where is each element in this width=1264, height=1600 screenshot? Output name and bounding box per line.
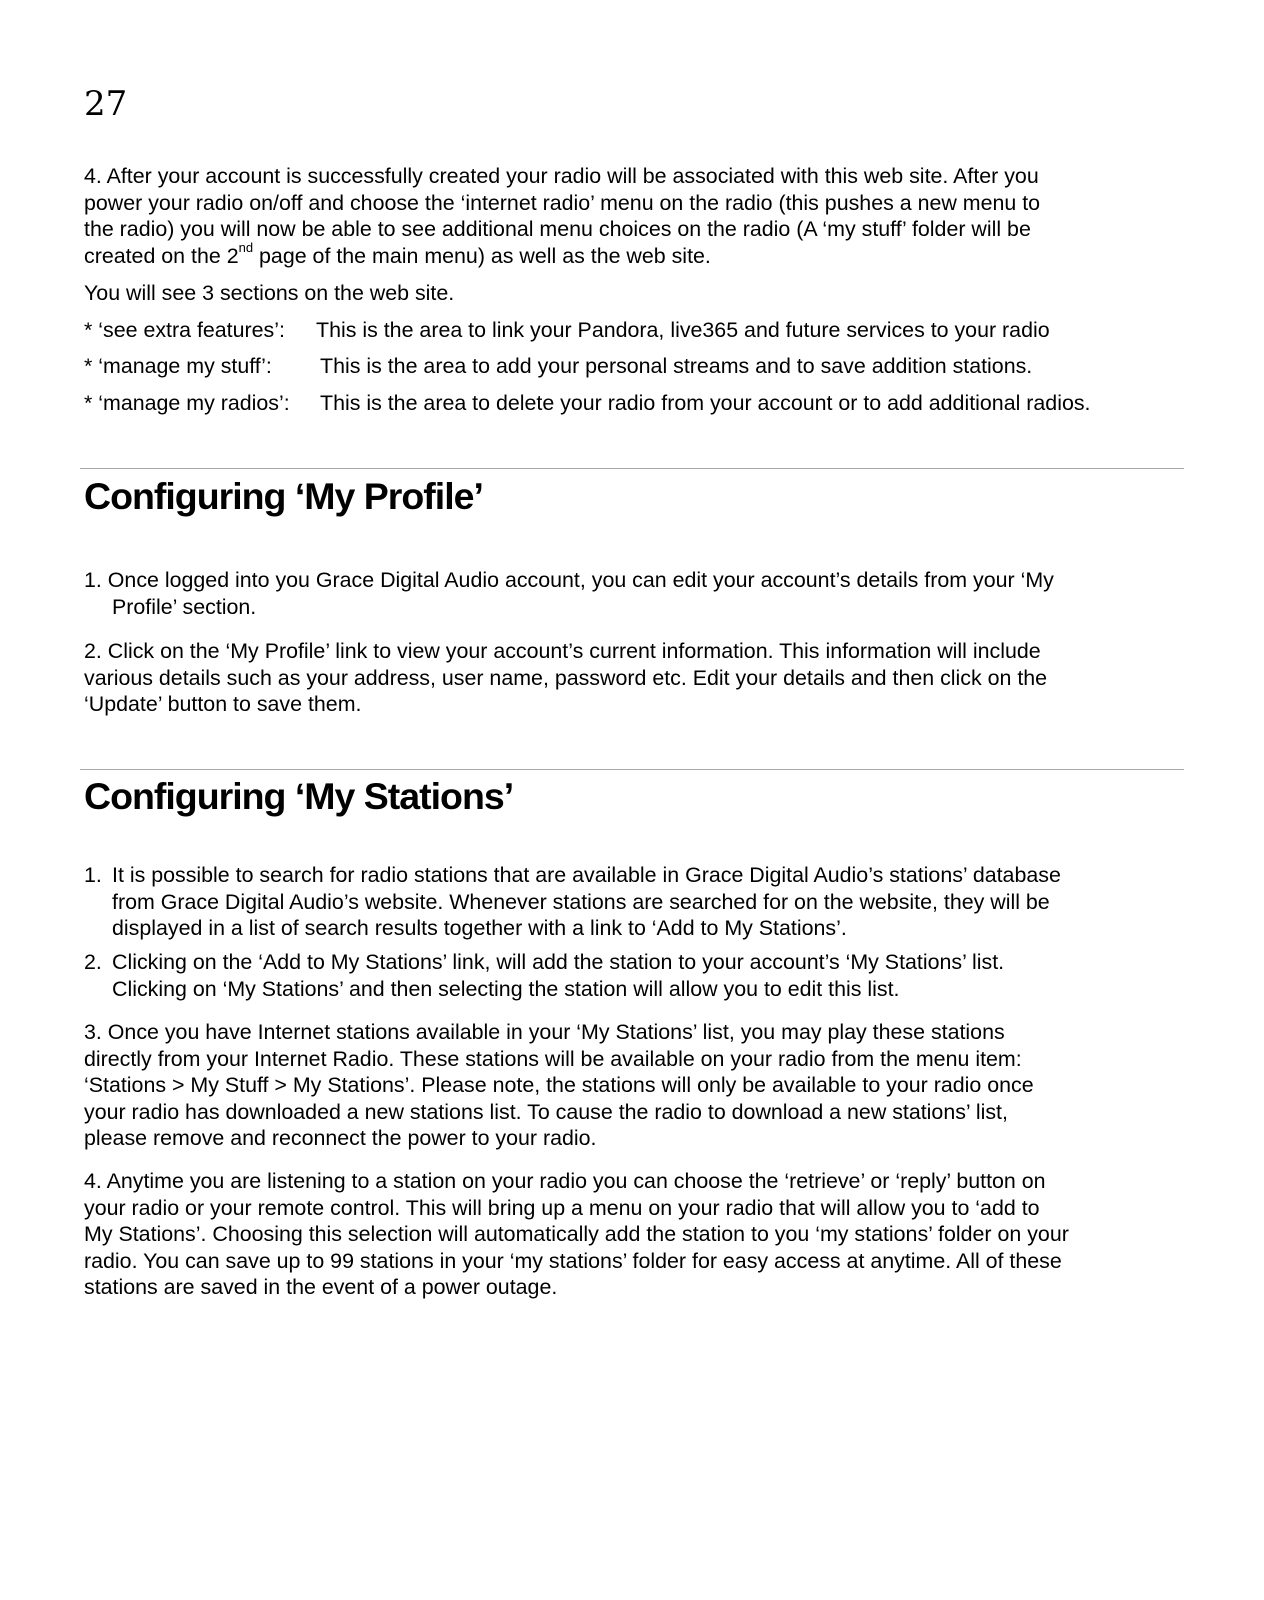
section-divider	[80, 769, 1184, 770]
bullet-text: This is the area to add your personal streams and to save addition stations.	[320, 354, 1033, 378]
text-line: My Stations’. Choosing this selection will automatically add the station to you ‘my stations’ folder on your	[84, 1222, 1069, 1246]
text-line: 1. Once logged into you Grace Digital Audio account, you can edit your account’s details from your ‘My	[84, 568, 1054, 592]
stations-list-item-2	[84, 949, 1180, 1002]
text-line: 4. Anytime you are listening to a station on your radio you can choose the ‘retrieve’ or ‘reply’ button on	[84, 1169, 1046, 1193]
text-line: Clicking on ‘My Stations’ and then selecting the station will allow you to edit this list.	[112, 976, 900, 1001]
text-line: your radio has downloaded a new stations list. To cause the radio to download a new stations’ list,	[84, 1099, 1008, 1124]
text-fragment: created on the 2	[84, 243, 239, 268]
bullet-label: * ‘manage my radios’:	[84, 391, 290, 415]
text-fragment: page of the main menu) as well as the web site.	[253, 243, 711, 268]
text-line: 4. After your account is successfully created your radio will be associated with this web site. After you	[84, 164, 1039, 188]
text-line: Profile’ section.	[112, 594, 257, 619]
text-line	[84, 949, 1180, 976]
text-line: stations are saved in the event of a power outage.	[84, 1275, 558, 1299]
bullet-label: * ‘manage my stuff’:	[84, 354, 272, 378]
sections-intro: You will see 3 sections on the web site.	[84, 281, 455, 305]
section-divider	[80, 468, 1184, 469]
text-line: 3. Once you have Internet stations available in your ‘My Stations’ list, you may play these stations	[84, 1020, 1005, 1044]
text-line: please remove and reconnect the power to your radio.	[84, 1126, 597, 1150]
text-line: 2. Click on the ‘My Profile’ link to view your account’s current information. This information will include	[84, 639, 1041, 663]
text-line	[84, 240, 1180, 270]
text-line	[84, 862, 1180, 889]
bullet-item	[84, 353, 1180, 380]
bullet-item	[84, 390, 1180, 417]
bullet-label: * ‘see extra features’:	[84, 318, 285, 342]
text-line: radio. You can save up to 99 stations in your ‘my stations’ folder for easy access at anytime. All of these	[84, 1248, 1062, 1273]
text-line: ‘Update’ button to save them.	[84, 692, 362, 716]
text-line: various details such as your address, user name, password etc. Edit your details and then click on the	[84, 665, 1048, 690]
text-line: your radio or your remote control. This will bring up a menu on your radio that will allow you to ‘add to	[84, 1195, 1040, 1220]
section-heading-my-profile: Configuring ‘My Profile’	[84, 475, 483, 517]
bullet-item	[84, 317, 1180, 344]
text-line: directly from your Internet Radio. These stations will be available on your radio from the menu item:	[84, 1046, 1022, 1071]
intro-paragraph	[84, 163, 1180, 269]
text-line: power your radio on/off and choose the ‘internet radio’ menu on the radio (this pushes a new menu to	[84, 190, 1041, 215]
text-fragment: It is possible to search for radio stations that are available in Grace Digital Audio’s stations’ database	[112, 863, 1061, 887]
list-number: 1.	[84, 863, 102, 887]
stations-item-4	[84, 1168, 1180, 1301]
text-line: from Grace Digital Audio’s website. Whenever stations are searched for on the website, they will be	[112, 889, 1050, 914]
bullet-text: This is the area to link your Pandora, live365 and future services to your radio	[316, 318, 1050, 342]
profile-item-2	[84, 638, 1180, 718]
page-number: 27	[84, 84, 128, 124]
text-line: the radio) you will now be able to see additional menu choices on the radio (A ‘my stuff’ folder will be	[84, 217, 1031, 241]
bullet-text: This is the area to delete your radio from your account or to add additional radios.	[320, 391, 1091, 415]
section-heading-my-stations: Configuring ‘My Stations’	[84, 775, 514, 817]
stations-item-3	[84, 1019, 1180, 1152]
text-line: ‘Stations > My Stuff > My Stations’. Please note, the stations will only be available to your radio once	[84, 1073, 1034, 1097]
profile-item-1	[84, 567, 1180, 620]
ordinal-superscript: nd	[238, 240, 254, 256]
stations-list-item-1	[84, 862, 1180, 942]
text-fragment: Clicking on the ‘Add to My Stations’ link, will add the station to your account’s ‘My Stations’ list.	[112, 950, 1005, 974]
text-line: displayed in a list of search results together with a link to ‘Add to My Stations’.	[112, 916, 847, 940]
list-number: 2.	[84, 950, 102, 974]
